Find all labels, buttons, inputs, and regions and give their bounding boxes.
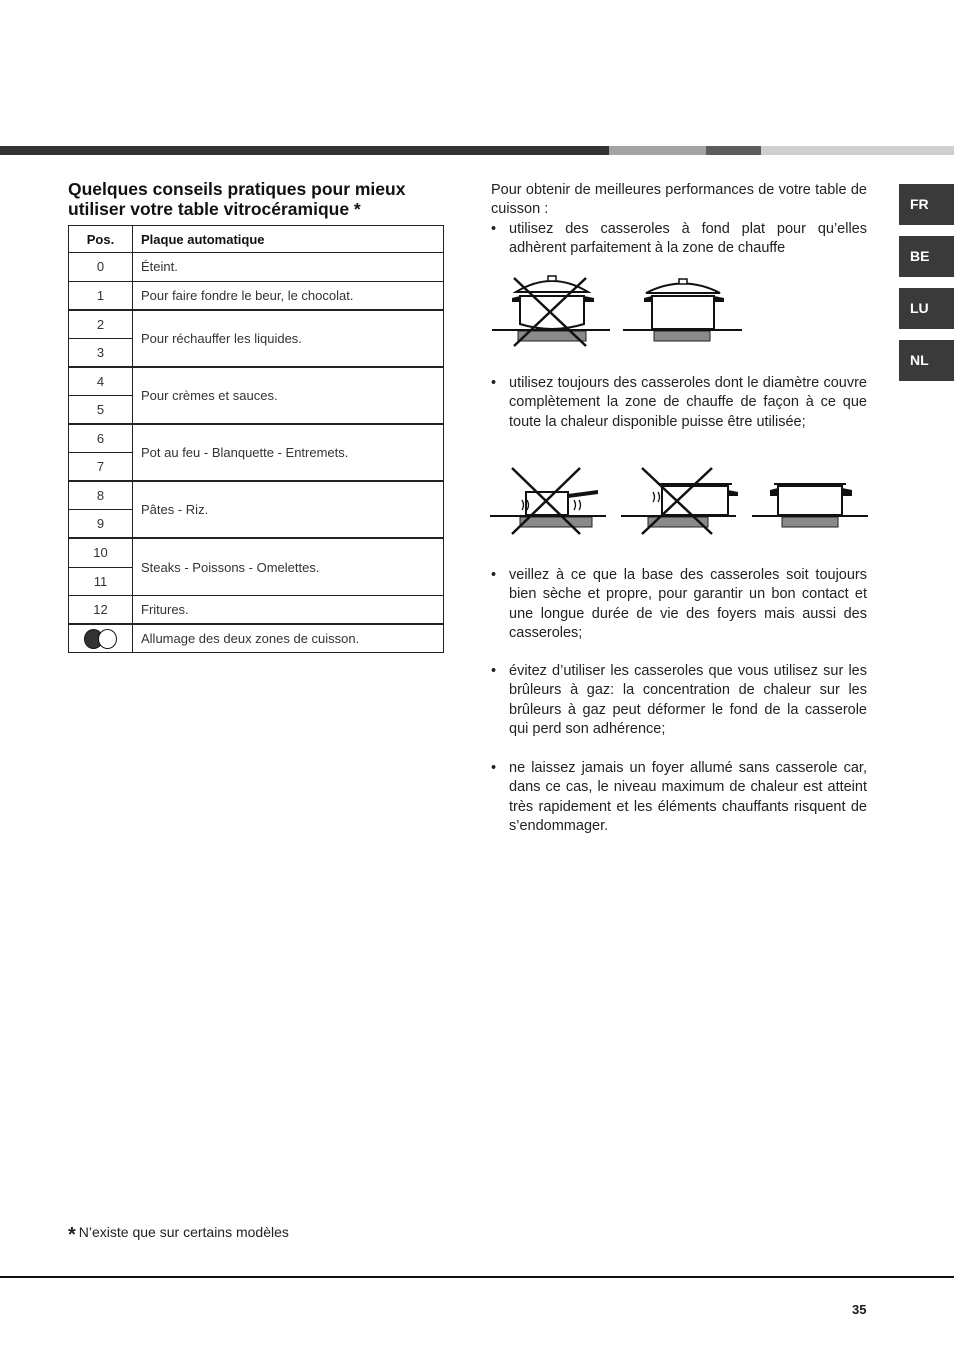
advice-bullet bbox=[491, 374, 867, 432]
desc-cell: Pour crèmes et sauces. bbox=[133, 367, 444, 424]
pos-cell: 11 bbox=[69, 567, 133, 596]
pos-cell: 7 bbox=[69, 453, 133, 482]
pan-diameter-illustration bbox=[490, 462, 870, 542]
fitting-pan-icon bbox=[752, 484, 868, 527]
lang-tab-nl[interactable]: NL bbox=[899, 340, 954, 381]
pos-cell: 9 bbox=[69, 510, 133, 539]
pos-cell: 12 bbox=[69, 596, 133, 625]
header-bar-pale bbox=[761, 146, 954, 155]
lang-tab-lu[interactable]: LU bbox=[899, 288, 954, 329]
table-row bbox=[69, 538, 444, 567]
pos-cell: 5 bbox=[69, 395, 133, 424]
bullet-marker: • bbox=[491, 663, 497, 679]
desc-cell: Steaks - Poissons - Omelettes. bbox=[133, 538, 444, 595]
footnote-text: N’existe que sur certains modèles bbox=[78, 1224, 289, 1240]
bullet-text: ne laissez jamais un foyer allumé sans casserole car, dans ce cas, le niveau maximum de chaleur est atteint très rapidement et les éléments chauffants risquent de s’endommager. bbox=[509, 760, 867, 834]
bullet-marker: • bbox=[491, 221, 497, 237]
table-header-row bbox=[69, 226, 444, 253]
pos-cell: 1 bbox=[69, 281, 133, 310]
desc-cell: Pour faire fondre le beur, le chocolat. bbox=[133, 281, 444, 310]
flat-bottom-pan-illustration bbox=[490, 266, 750, 350]
header-bar-dark bbox=[0, 146, 609, 155]
footnote-marker: * bbox=[68, 1224, 76, 1246]
pos-cell: 8 bbox=[69, 481, 133, 510]
desc-cell: Pâtes - Riz. bbox=[133, 481, 444, 538]
bullet-text: utilisez des casseroles à fond plat pour qu’elles adhèrent parfaitement à la zone de chauffe bbox=[509, 221, 867, 257]
pos-cell: 2 bbox=[69, 310, 133, 339]
bullet-text: veillez à ce que la base des casseroles soit toujours bien sèche et propre, pour garantir un bon contact et une longue durée de vie des foyers mais aussi des casseroles; bbox=[509, 567, 867, 641]
desc-cell: Pour réchauffer les liquides. bbox=[133, 310, 444, 367]
table-row bbox=[69, 424, 444, 453]
advice-bullet bbox=[491, 566, 867, 643]
pos-cell bbox=[69, 624, 133, 653]
pos-cell: 6 bbox=[69, 424, 133, 453]
desc-cell: Pot au feu - Blanquette - Entremets. bbox=[133, 424, 444, 481]
bullet-text: utilisez toujours des casseroles dont le diamètre couvre complètement la zone de chauffe de façon à ce que toute la chaleur disponible puisse être utilisée; bbox=[509, 375, 867, 430]
small-pan-icon bbox=[490, 468, 606, 534]
table-row bbox=[69, 624, 444, 653]
footer-rule bbox=[0, 1276, 954, 1278]
desc-cell: Fritures. bbox=[133, 596, 444, 625]
desc-cell: Éteint. bbox=[133, 253, 444, 282]
advice-bullet bbox=[491, 759, 867, 836]
lang-tab-be[interactable]: BE bbox=[899, 236, 954, 277]
bullet-text: évitez d’utiliser les casseroles que vous utilisez sur les brûleurs à gaz: la concentration de chaleur sur les brûleurs à gaz peut déformer le fond de la casserole qui perd son adhérence; bbox=[509, 663, 867, 737]
header-bar-light bbox=[609, 146, 706, 155]
pos-cell: 3 bbox=[69, 338, 133, 367]
bullet-marker: • bbox=[491, 760, 497, 776]
bullet-marker: • bbox=[491, 567, 497, 583]
advice-bullet bbox=[491, 662, 867, 739]
footnote bbox=[68, 1224, 289, 1247]
advice-intro: Pour obtenir de meilleures performances de votre table de cuisson : bbox=[491, 182, 867, 218]
dual-zone-icon bbox=[84, 629, 118, 649]
table-row bbox=[69, 481, 444, 510]
page-title: Quelques conseils pratiques pour mieux utiliser votre table vitrocéramique * bbox=[68, 179, 406, 219]
bullet-marker: • bbox=[491, 375, 497, 391]
large-pan-icon bbox=[621, 468, 738, 534]
desc-cell: Allumage des deux zones de cuisson. bbox=[133, 624, 444, 653]
table-row bbox=[69, 367, 444, 396]
pos-cell: 10 bbox=[69, 538, 133, 567]
table-row bbox=[69, 281, 444, 310]
warped-pan-icon bbox=[492, 276, 610, 346]
lang-tab-fr[interactable]: FR bbox=[899, 184, 954, 225]
header-description: Plaque automatique bbox=[133, 226, 444, 253]
advice-bullet bbox=[491, 220, 867, 259]
table-row bbox=[69, 596, 444, 625]
header-pos: Pos. bbox=[69, 226, 133, 253]
table-row bbox=[69, 310, 444, 339]
flat-pan-icon bbox=[623, 279, 742, 341]
cooking-positions-table bbox=[68, 225, 444, 653]
table-row bbox=[69, 253, 444, 282]
header-bar-mid bbox=[706, 146, 761, 155]
pos-cell: 0 bbox=[69, 253, 133, 282]
pos-cell: 4 bbox=[69, 367, 133, 396]
page-number: 35 bbox=[852, 1302, 867, 1317]
